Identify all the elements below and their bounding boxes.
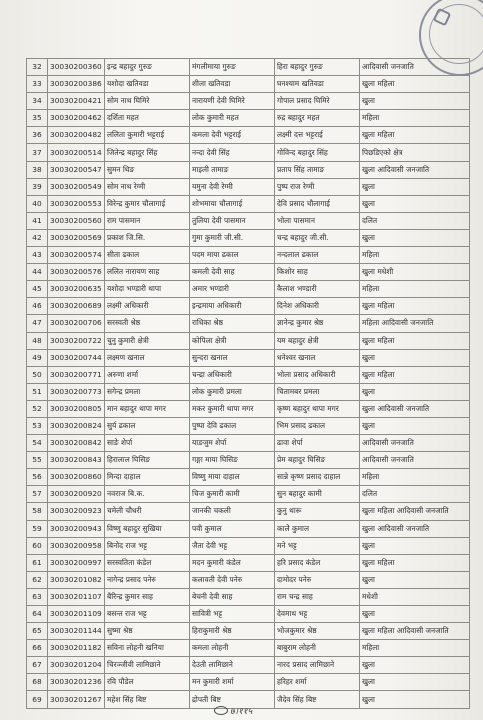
- mother-name-cell: हिराकुमारी श्रेष्ठ: [190, 623, 275, 640]
- father-name-cell: बाबुराम लोहनी: [275, 640, 360, 657]
- father-name-cell: घनश्याम खतिवडा: [275, 76, 360, 93]
- table-row: [27, 76, 470, 93]
- mother-name-cell: देउती लामिछाने: [190, 657, 275, 674]
- category-cell: महिला: [360, 469, 470, 486]
- table-row: [27, 366, 470, 383]
- category-cell: खुला: [360, 349, 470, 366]
- table-row: [27, 554, 470, 571]
- candidate-name-cell: हिरालाल घिसिङ: [105, 452, 190, 469]
- candidate-name-cell: यशोदा खतिवडा: [105, 76, 190, 93]
- category-cell: मधेशी: [360, 588, 470, 605]
- roll-number-cell: 30030200574: [48, 247, 105, 264]
- table-row: [27, 127, 470, 144]
- mother-name-cell: कमला देवी भट्टराई: [190, 127, 275, 144]
- father-name-cell: प्रताप सिंह तामाङ: [275, 161, 360, 178]
- candidate-name-cell: साङे शेर्पा: [105, 435, 190, 452]
- category-cell: महिला आदिवासी जनजाति: [360, 315, 470, 332]
- roll-number-cell: 30030200569: [48, 229, 105, 246]
- mother-name-cell: गङ्गा माया घिसिङ: [190, 452, 275, 469]
- table-row: [27, 606, 470, 623]
- candidate-name-cell: चिरञ्जीवी लामिछाने: [105, 657, 190, 674]
- mother-name-cell: शोभमाया चौलागाई: [190, 195, 275, 212]
- serial-number-cell: 37: [27, 144, 48, 161]
- category-cell: खुला: [360, 417, 470, 434]
- signature-loop-icon: [214, 706, 228, 715]
- table-row: [27, 264, 470, 281]
- candidate-name-cell: अरुणा शर्मा: [105, 366, 190, 383]
- mother-name-cell: याङजुम शेर्पा: [190, 435, 275, 452]
- candidate-name-cell: महेश सिंह बिष्ट: [105, 691, 190, 708]
- father-name-cell: भोला प्रसाद अधिकारी: [275, 366, 360, 383]
- mother-name-cell: यमुना देवी रेग्मी: [190, 178, 275, 195]
- mother-name-cell: सुन्दरा खनाल: [190, 349, 275, 366]
- serial-number-cell: 36: [27, 127, 48, 144]
- mother-name-cell: लोक कुमारी प्रमला: [190, 383, 275, 400]
- category-cell: आदिवासी जनजाति: [360, 452, 470, 469]
- mother-name-cell: पवी कुमाल: [190, 520, 275, 537]
- category-cell: खुला मधेशी: [360, 264, 470, 281]
- category-cell: खुला महिला: [360, 76, 470, 93]
- roll-number-cell: 30030200943: [48, 520, 105, 537]
- father-name-cell: पुष्प राज रेग्मी: [275, 178, 360, 195]
- table-row: [27, 349, 470, 366]
- category-cell: खुला महिला: [360, 366, 470, 383]
- table-row: [27, 674, 470, 691]
- father-name-cell: कालेे कुमाल: [275, 520, 360, 537]
- mother-name-cell: द्रोपती बिष्ट: [190, 691, 275, 708]
- candidate-table: [26, 58, 470, 709]
- father-name-cell: नारद प्रसाद लामिछाने: [275, 657, 360, 674]
- table-row: [27, 144, 470, 161]
- serial-number-cell: 61: [27, 554, 48, 571]
- mother-name-cell: नारायणी देवी घिमिरे: [190, 93, 275, 110]
- category-cell: महिला: [360, 281, 470, 298]
- table-row: [27, 537, 470, 554]
- roll-number-cell: 30030200576: [48, 264, 105, 281]
- father-name-cell: भिम प्रसाद ढकाल: [275, 417, 360, 434]
- table-row: [27, 298, 470, 315]
- category-cell: दलित: [360, 212, 470, 229]
- table-row: [27, 195, 470, 212]
- serial-number-cell: 53: [27, 417, 48, 434]
- serial-number-cell: 50: [27, 366, 48, 383]
- serial-number-cell: 45: [27, 281, 48, 298]
- roll-number-cell: 30030200706: [48, 315, 105, 332]
- table-row: [27, 212, 470, 229]
- category-cell: खुला महिला: [360, 554, 470, 571]
- category-cell: आदिवासी जनजाति: [360, 435, 470, 452]
- serial-number-cell: 32: [27, 59, 48, 76]
- candidate-name-cell: बिनोद राज भट्ट: [105, 537, 190, 554]
- mother-name-cell: इन्द्रमाया अधिकारी: [190, 298, 275, 315]
- father-name-cell: धनेश्वर खनाल: [275, 349, 360, 366]
- roll-number-cell: 30030200923: [48, 503, 105, 520]
- serial-number-cell: 46: [27, 298, 48, 315]
- roll-number-cell: 30030200824: [48, 417, 105, 434]
- table-row: [27, 332, 470, 349]
- serial-number-cell: 65: [27, 623, 48, 640]
- category-cell: खुला महिला: [360, 298, 470, 315]
- candidate-name-cell: सुमन थिङ: [105, 161, 190, 178]
- serial-number-cell: 48: [27, 332, 48, 349]
- serial-number-cell: 66: [27, 640, 48, 657]
- mother-name-cell: राधिका श्रेष्ठ: [190, 315, 275, 332]
- serial-number-cell: 51: [27, 383, 48, 400]
- mother-name-cell: अमार भण्डारी: [190, 281, 275, 298]
- father-name-cell: गोविन्द बहादुर सिंह: [275, 144, 360, 161]
- serial-number-cell: 57: [27, 486, 48, 503]
- candidate-name-cell: नागेन्द्र प्रसाद पनेरु: [105, 571, 190, 588]
- roll-number-cell: 30030200805: [48, 400, 105, 417]
- mother-name-cell: सावित्री भट्ट: [190, 606, 275, 623]
- table-row: [27, 247, 470, 264]
- serial-number-cell: 64: [27, 606, 48, 623]
- mother-name-cell: लोक कुमारी महत: [190, 110, 275, 127]
- father-name-cell: चन्द्र बहादुर जी.सी.: [275, 229, 360, 246]
- candidate-name-cell: सगेन्द्र प्रमला: [105, 383, 190, 400]
- table-row: [27, 178, 470, 195]
- roll-number-cell: 30030201109: [48, 606, 105, 623]
- category-cell: खुला: [360, 537, 470, 554]
- roll-number-cell: 30030201182: [48, 640, 105, 657]
- mother-name-cell: जैता देवी भट्ट: [190, 537, 275, 554]
- father-name-cell: हिरा बहादुर गुरुङ: [275, 59, 360, 76]
- serial-number-cell: 49: [27, 349, 48, 366]
- serial-number-cell: 56: [27, 469, 48, 486]
- father-name-cell: देवि प्रसाद चौलागाई: [275, 195, 360, 212]
- table-row: [27, 469, 470, 486]
- father-name-cell: ज्ञानेन्द्र कुमार श्रेष्ठ: [275, 315, 360, 332]
- table-row: [27, 571, 470, 588]
- roll-number-cell: 30030201082: [48, 571, 105, 588]
- table-row: [27, 588, 470, 605]
- candidate-name-cell: बैरिन्द्र कुमार साह: [105, 588, 190, 605]
- candidate-name-cell: लक्ष्मी अधिकारी: [105, 298, 190, 315]
- mother-name-cell: कोपिला क्षेत्री: [190, 332, 275, 349]
- table-row: [27, 400, 470, 417]
- roll-number-cell: 30030200560: [48, 212, 105, 229]
- roll-number-cell: 30030200842: [48, 435, 105, 452]
- mother-name-cell: पदम माया ढकाल: [190, 247, 275, 264]
- father-name-cell: कुनु थारू: [275, 503, 360, 520]
- serial-number-cell: 58: [27, 503, 48, 520]
- category-cell: खुला: [360, 691, 470, 708]
- mother-name-cell: बेचनी देवी साह: [190, 588, 275, 605]
- father-name-cell: सान्ने कृष्ण प्रसाद दाहाल: [275, 469, 360, 486]
- roll-number-cell: 30030200773: [48, 383, 105, 400]
- serial-number-cell: 69: [27, 691, 48, 708]
- serial-number-cell: 40: [27, 195, 48, 212]
- category-cell: खुला: [360, 674, 470, 691]
- serial-number-cell: 60: [27, 537, 48, 554]
- mother-name-cell: गुमा कुमारी जी.सी.: [190, 229, 275, 246]
- category-cell: पिछडिएको क्षेत्र: [360, 144, 470, 161]
- roll-number-cell: 30030200920: [48, 486, 105, 503]
- category-cell: खुला: [360, 195, 470, 212]
- table-row: [27, 315, 470, 332]
- candidate-name-cell: चमेली चौधरी: [105, 503, 190, 520]
- roll-number-cell: 30030201236: [48, 674, 105, 691]
- table-row: [27, 383, 470, 400]
- father-name-cell: हरिहर शर्मा: [275, 674, 360, 691]
- roll-number-cell: 30030200386: [48, 76, 105, 93]
- table-row: [27, 452, 470, 469]
- mother-name-cell: विष्णु माया दाहाल: [190, 469, 275, 486]
- serial-number-cell: 33: [27, 76, 48, 93]
- table-row: [27, 93, 470, 110]
- table-row: [27, 417, 470, 434]
- father-name-cell: रुद्र बहादुर महत: [275, 110, 360, 127]
- serial-number-cell: 67: [27, 657, 48, 674]
- serial-number-cell: 63: [27, 588, 48, 605]
- mother-name-cell: मकर कुमारी थापा मगर: [190, 400, 275, 417]
- category-cell: महिला: [360, 110, 470, 127]
- father-name-cell: प्रेम बहादुर घिसिङ: [275, 452, 360, 469]
- serial-number-cell: 44: [27, 264, 48, 281]
- candidate-name-cell: दर्शिता महत: [105, 110, 190, 127]
- category-cell: खुला महिला आदिवासी जनजाति: [360, 503, 470, 520]
- father-name-cell: लक्ष्मी दत्त भट्टराई: [275, 127, 360, 144]
- candidate-name-cell: चुनु कुमारी क्षेत्री: [105, 332, 190, 349]
- mother-name-cell: माइली तामाङ: [190, 161, 275, 178]
- candidate-name-cell: विष्णु बहादुर सुखिया: [105, 520, 190, 537]
- mother-name-cell: पुष्पा देवि ढकाल: [190, 417, 275, 434]
- mother-name-cell: नन्दा देवी सिंह: [190, 144, 275, 161]
- serial-number-cell: 42: [27, 229, 48, 246]
- serial-number-cell: 59: [27, 520, 48, 537]
- candidate-name-cell: यशोदा भण्डारी थापा: [105, 281, 190, 298]
- mother-name-cell: चिज कुमारी कामी: [190, 486, 275, 503]
- serial-number-cell: 38: [27, 161, 48, 178]
- candidate-name-cell: जितेन्द्र बहादुर सिंह: [105, 144, 190, 161]
- category-cell: खुला: [360, 178, 470, 195]
- mother-name-cell: चन्द्रा अधिकारी: [190, 366, 275, 383]
- father-name-cell: भोजकुमार श्रेष्ठ: [275, 623, 360, 640]
- candidate-name-cell: मान बहादुर थापा मगर: [105, 400, 190, 417]
- mother-name-cell: मन कुमारी शर्मा: [190, 674, 275, 691]
- roll-number-cell: 30030200553: [48, 195, 105, 212]
- father-name-cell: देवमाथ भट्ट: [275, 606, 360, 623]
- roll-number-cell: 30030200689: [48, 298, 105, 315]
- page-signature: [214, 704, 252, 717]
- table-row: [27, 59, 470, 76]
- father-name-cell: दिनेश अधिकारी: [275, 298, 360, 315]
- roll-number-cell: 30030200360: [48, 59, 105, 76]
- table-row: [27, 503, 470, 520]
- candidate-name-cell: विरेन्द्र कुमार चौलागाई: [105, 195, 190, 212]
- candidate-name-cell: सीता ढकाल: [105, 247, 190, 264]
- serial-number-cell: 55: [27, 452, 48, 469]
- table-row: [27, 229, 470, 246]
- roll-number-cell: 30030200860: [48, 469, 105, 486]
- roll-number-cell: 30030200482: [48, 127, 105, 144]
- table-row: [27, 486, 470, 503]
- roll-number-cell: 30030200722: [48, 332, 105, 349]
- mother-name-cell: मंगलीमाया गुरुङ: [190, 59, 275, 76]
- category-cell: खुला: [360, 383, 470, 400]
- table-row: [27, 161, 470, 178]
- roll-number-cell: 30030200843: [48, 452, 105, 469]
- table-row: [27, 435, 470, 452]
- father-name-cell: दामोदर पनेरु: [275, 571, 360, 588]
- category-cell: खुला आदिवासी जनजाति: [360, 400, 470, 417]
- table-row: [27, 623, 470, 640]
- roll-number-cell: 30030200547: [48, 161, 105, 178]
- candidate-name-cell: नवराज बि.क.: [105, 486, 190, 503]
- mother-name-cell: मदन कुमारी कंडेल: [190, 554, 275, 571]
- candidate-name-cell: इन्द्र बहादुर गुरुङ: [105, 59, 190, 76]
- serial-number-cell: 35: [27, 110, 48, 127]
- father-name-cell: नन्दलाल ढकाल: [275, 247, 360, 264]
- roll-number-cell: 30030200958: [48, 537, 105, 554]
- candidate-name-cell: सुर्य ढकाल: [105, 417, 190, 434]
- mother-name-cell: कलावती देवी पनेरु: [190, 571, 275, 588]
- roll-number-cell: 30030200462: [48, 110, 105, 127]
- roll-number-cell: 30030200549: [48, 178, 105, 195]
- roll-number-cell: 30030200771: [48, 366, 105, 383]
- category-cell: खुला महिला आदिवासी जनजाति: [360, 623, 470, 640]
- mother-name-cell: कमली देवी साह: [190, 264, 275, 281]
- candidate-name-cell: सोम नाथ घिमिरे: [105, 93, 190, 110]
- candidate-name-cell: ललित नारायण साह: [105, 264, 190, 281]
- category-cell: दलित: [360, 486, 470, 503]
- mother-name-cell: तुलिया देवी पासमान: [190, 212, 275, 229]
- serial-number-cell: 43: [27, 247, 48, 264]
- candidate-name-cell: लक्ष्मण खनाल: [105, 349, 190, 366]
- candidate-name-cell: सरस्वतिता कंडेल: [105, 554, 190, 571]
- table-row: [27, 281, 470, 298]
- table-row: [27, 657, 470, 674]
- serial-number-cell: 41: [27, 212, 48, 229]
- father-name-cell: ढावा शेर्पा: [275, 435, 360, 452]
- roll-number-cell: 30030201107: [48, 588, 105, 605]
- father-name-cell: जैदेव सिंह बिष्ट: [275, 691, 360, 708]
- candidate-name-cell: सरस्वती श्रेष्ठ: [105, 315, 190, 332]
- category-cell: खुला आदिवासी जनजाति: [360, 161, 470, 178]
- serial-number-cell: 34: [27, 93, 48, 110]
- father-name-cell: भोला पासमान: [275, 212, 360, 229]
- father-name-cell: यम बहादुर क्षेत्री: [275, 332, 360, 349]
- mother-name-cell: जानकी चकली: [190, 503, 275, 520]
- category-cell: खुला: [360, 606, 470, 623]
- roll-number-cell: 30030201144: [48, 623, 105, 640]
- table-row: [27, 520, 470, 537]
- candidate-name-cell: मिन्दा दाहाल: [105, 469, 190, 486]
- mother-name-cell: कमला लोहनी: [190, 640, 275, 657]
- category-cell: महिला: [360, 247, 470, 264]
- father-name-cell: कैलाश भण्डारी: [275, 281, 360, 298]
- father-name-cell: हरि प्रसाद कंडेल: [275, 554, 360, 571]
- candidate-name-cell: राम पासमान: [105, 212, 190, 229]
- serial-number-cell: 68: [27, 674, 48, 691]
- serial-number-cell: 62: [27, 571, 48, 588]
- candidate-name-cell: बसन्त राज भट्ट: [105, 606, 190, 623]
- candidate-name-cell: सविना लोहनी खनिया: [105, 640, 190, 657]
- candidate-name-cell: प्रकाश जि.सि.: [105, 229, 190, 246]
- serial-number-cell: 47: [27, 315, 48, 332]
- category-cell: खुला: [360, 229, 470, 246]
- candidate-name-cell: रवि पौडेल: [105, 674, 190, 691]
- category-cell: खुला: [360, 93, 470, 110]
- serial-number-cell: 39: [27, 178, 48, 195]
- category-cell: खुला महिला: [360, 332, 470, 349]
- candidate-name-cell: सुष्मा श्रेष्ठ: [105, 623, 190, 640]
- roll-number-cell: 30030200514: [48, 144, 105, 161]
- category-cell: खुला आदिवासी जनजाति: [360, 520, 470, 537]
- roll-number-cell: 30030200635: [48, 281, 105, 298]
- father-name-cell: सुन बहादुर कामी: [275, 486, 360, 503]
- table-row: [27, 640, 470, 657]
- serial-number-cell: 52: [27, 400, 48, 417]
- roll-number-cell: 30030200744: [48, 349, 105, 366]
- category-cell: खुला महिला: [360, 127, 470, 144]
- father-name-cell: चितामबर प्रमला: [275, 383, 360, 400]
- roll-number-cell: 30030201204: [48, 657, 105, 674]
- roll-number-cell: 30030200421: [48, 93, 105, 110]
- signature-text: ७।११५: [230, 707, 253, 717]
- category-cell: महिला: [360, 640, 470, 657]
- category-cell: आदिवासी जनजाति: [360, 59, 470, 76]
- mother-name-cell: शीला खतिवडा: [190, 76, 275, 93]
- father-name-cell: गोपाल प्रसाद घिमिरे: [275, 93, 360, 110]
- father-name-cell: किशोर साह: [275, 264, 360, 281]
- table-row: [27, 110, 470, 127]
- candidate-name-cell: सोम नाथ रेग्मी: [105, 178, 190, 195]
- father-name-cell: राम चन्द्र साह: [275, 588, 360, 605]
- category-cell: खुला: [360, 657, 470, 674]
- serial-number-cell: 54: [27, 435, 48, 452]
- father-name-cell: कृष्ण बहादुर थापा मगर: [275, 400, 360, 417]
- father-name-cell: मने भट्ट: [275, 537, 360, 554]
- roll-number-cell: 30030201267: [48, 691, 105, 708]
- candidate-name-cell: ललिता कुमारी भट्टराई: [105, 127, 190, 144]
- roll-number-cell: 30030200997: [48, 554, 105, 571]
- category-cell: खुला: [360, 571, 470, 588]
